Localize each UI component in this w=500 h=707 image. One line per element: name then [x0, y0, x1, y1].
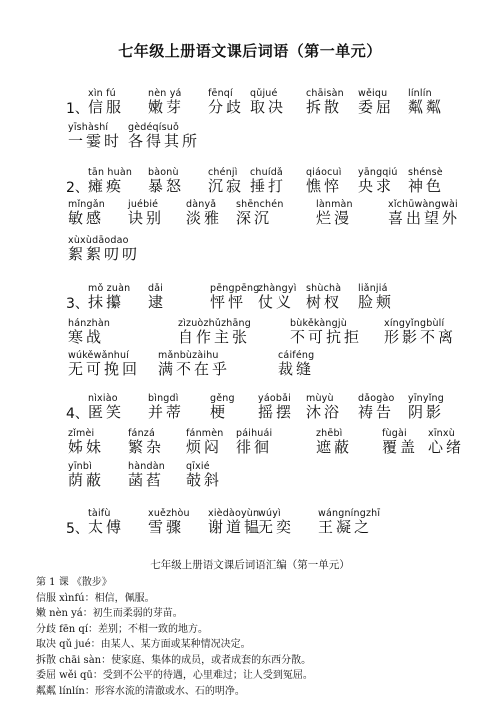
- hanzi: 取决: [250, 98, 287, 116]
- glossary-entry: 粼粼 línlín：形容水流的清澈或水、石的明净。: [36, 685, 245, 697]
- hanzi: 王凝之: [318, 518, 373, 536]
- pinyin: xìn fú: [88, 88, 116, 99]
- pinyin: xǐchūwàngwài: [388, 199, 458, 210]
- hanzi: 瘫痪: [88, 177, 125, 195]
- pinyin: hánzhàn: [68, 318, 111, 329]
- pinyin: fánzá: [128, 428, 155, 439]
- summary-title: 七年级上册语文课后词语汇编（第一单元）: [150, 559, 350, 571]
- hanzi: 树杈: [306, 293, 343, 311]
- hanzi: 梗: [210, 403, 229, 421]
- vocab-word: [68, 318, 110, 346]
- pinyin: wúyì: [258, 508, 281, 519]
- pinyin: juébié: [128, 199, 159, 210]
- hanzi: 粼粼: [408, 98, 445, 116]
- hanzi: 祷告: [358, 403, 395, 421]
- pinyin: lànmàn: [316, 199, 353, 210]
- vocab-word: [186, 461, 222, 489]
- glossary-entry: 嫩 nèn yá：初生而柔弱的芽苗。: [36, 608, 183, 619]
- hanzi: 太傅: [88, 518, 125, 536]
- pinyin: zìzuòzhǔzhāng: [178, 318, 251, 329]
- vocab-word: [148, 88, 184, 116]
- vocab-word: [306, 393, 342, 421]
- pinyin: yīnyǐng: [408, 393, 444, 404]
- pinyin: shénsè: [408, 167, 443, 178]
- vocab-word: [88, 393, 124, 421]
- pinyin: fùgài: [382, 428, 407, 439]
- pinyin: liǎnjiá: [358, 283, 388, 294]
- pinyin: pēngpēng: [210, 283, 260, 294]
- hanzi: 徘徊: [236, 438, 273, 456]
- hanzi: 各得其所: [128, 132, 201, 150]
- hanzi: 深沉: [236, 209, 273, 227]
- vocab-word: [148, 393, 184, 421]
- hanzi: 央求: [358, 177, 395, 195]
- pinyin: tàifù: [88, 508, 111, 519]
- vocab-word: [68, 122, 122, 150]
- pinyin: qīxié: [186, 461, 210, 472]
- section-number: 4、: [66, 406, 89, 422]
- pinyin: hàndàn: [128, 461, 165, 472]
- section-number: 1、: [66, 101, 89, 117]
- hanzi: 满不在乎: [158, 360, 231, 378]
- vocab-word: [208, 508, 262, 536]
- pinyin: qǔjué: [250, 88, 278, 99]
- hanzi: 脸颊: [358, 293, 395, 311]
- vocab-word: [428, 428, 464, 456]
- pinyin: xièdàoyùn: [208, 508, 260, 519]
- vocab-word: [210, 393, 235, 421]
- hanzi: 荫蔽: [68, 471, 105, 489]
- vocab-word: [306, 283, 342, 311]
- hanzi: 匿笑: [88, 403, 125, 421]
- glossary-entry: 拆散 chāi sàn：使家庭、集体的成员，或者成套的东西分散。: [36, 654, 312, 666]
- hanzi: 谢道韫: [208, 518, 263, 536]
- vocab-word: [128, 199, 164, 227]
- hanzi: 委屈: [358, 98, 395, 116]
- pinyin: shēnchén: [236, 199, 284, 210]
- pinyin: nèn yá: [148, 88, 182, 99]
- pinyin: mǎnbùzàihu: [158, 350, 219, 361]
- vocab-word: [68, 350, 140, 378]
- vocab-word: [148, 508, 190, 536]
- hanzi: 烂漫: [316, 209, 353, 227]
- hanzi: 寒战: [68, 328, 105, 346]
- hanzi: 形影不离: [384, 328, 457, 346]
- section-number: 2、: [66, 180, 89, 196]
- pinyin: dǎogào: [358, 393, 395, 404]
- pinyin: bùkěkàngjù: [290, 318, 347, 329]
- vocab-word: [318, 508, 380, 536]
- hanzi: 心绪: [428, 438, 465, 456]
- hanzi: 覆盖: [382, 438, 419, 456]
- vocab-word: [208, 167, 244, 195]
- hanzi: 暴怒: [148, 177, 185, 195]
- pinyin: bàonù: [148, 167, 179, 178]
- pinyin: zhēbì: [316, 428, 343, 439]
- vocab-word: [88, 88, 124, 116]
- vocab-word: [158, 350, 230, 378]
- hanzi: 怦怦: [210, 293, 247, 311]
- vocab-word: [186, 428, 224, 456]
- pinyin: páihuái: [236, 428, 273, 439]
- vocab-word: [128, 122, 200, 150]
- pinyin: shùchà: [306, 283, 342, 294]
- vocab-word: [68, 235, 140, 263]
- hanzi: 沐浴: [306, 403, 343, 421]
- vocab-word: [358, 88, 394, 116]
- vocab-word: [384, 318, 456, 346]
- pinyin: yīshàshí: [68, 122, 109, 133]
- vocab-word: [388, 199, 460, 227]
- pinyin: yāngqiú: [358, 167, 398, 178]
- pinyin: mǒ zuàn: [88, 283, 131, 294]
- hanzi: 憔悴: [306, 177, 343, 195]
- hanzi: 捶打: [250, 177, 287, 195]
- pinyin: dànyǎ: [186, 199, 217, 210]
- vocab-word: [236, 199, 284, 227]
- pinyin: xùxùdāodao: [68, 235, 129, 246]
- vocab-word: [88, 283, 130, 311]
- pinyin: zǐmèi: [68, 428, 95, 439]
- vocab-word: [358, 393, 395, 421]
- vocab-word: [88, 508, 124, 536]
- hanzi: 不可抗拒: [290, 328, 363, 346]
- hanzi: 摇摆: [258, 403, 295, 421]
- vocab-word: [250, 167, 286, 195]
- vocab-word: [128, 428, 164, 456]
- hanzi: 沉寂: [208, 177, 245, 195]
- pinyin: xīnxù: [428, 428, 455, 439]
- vocab-word: [210, 283, 259, 311]
- hanzi: 信服: [88, 98, 125, 116]
- pinyin: mǐngǎn: [68, 199, 105, 210]
- vocab-word: [148, 283, 166, 311]
- hanzi: 自作主张: [178, 328, 251, 346]
- vocab-word: [278, 350, 314, 378]
- hanzi: 阴影: [408, 403, 445, 421]
- pinyin: nìxiào: [88, 393, 118, 404]
- hanzi: 裁缝: [278, 360, 315, 378]
- hanzi: 姊妹: [68, 438, 105, 456]
- glossary-entry: 取决 qǔ jué：由某人、某方面或某种情况决定。: [36, 639, 251, 650]
- hanzi: 一霎时: [68, 132, 123, 150]
- hanzi: 繁杂: [128, 438, 165, 456]
- hanzi: 敏感: [68, 209, 105, 227]
- hanzi: 仗义: [258, 293, 295, 311]
- pinyin: fánmèn: [186, 428, 224, 439]
- hanzi: 拆散: [306, 98, 343, 116]
- hanzi: 攲斜: [186, 471, 223, 489]
- pinyin: yīnbì: [68, 461, 92, 472]
- pinyin: gèdéqísuǒ: [128, 122, 180, 133]
- vocab-word: [382, 428, 418, 456]
- vocab-word: [208, 88, 244, 116]
- hanzi: 烦闷: [186, 438, 223, 456]
- vocab-word: [408, 88, 444, 116]
- pinyin: xíngyǐngbùlí: [384, 318, 445, 329]
- pinyin: yáobǎi: [258, 393, 291, 404]
- vocab-word: [408, 167, 444, 195]
- pinyin: mùyù: [306, 393, 334, 404]
- hanzi: 抹攥: [88, 293, 125, 311]
- hanzi: 菡萏: [128, 471, 165, 489]
- vocab-word: [258, 283, 297, 311]
- vocab-word: [68, 199, 105, 227]
- glossary-entry: 信服 xìnfú：相信，佩服。: [36, 592, 155, 604]
- vocab-word: [408, 393, 444, 421]
- vocab-word: [290, 318, 362, 346]
- section-number: 5、: [66, 521, 89, 537]
- hanzi: 絮絮叨叨: [68, 245, 141, 263]
- pinyin: gěng: [210, 393, 235, 404]
- hanzi: 无奕: [258, 518, 295, 536]
- pinyin: bìngdì: [148, 393, 179, 404]
- pinyin: cáiféng: [278, 350, 315, 361]
- vocab-word: [88, 167, 132, 195]
- pinyin: línlín: [408, 88, 432, 99]
- hanzi: 淡雅: [186, 209, 223, 227]
- vocab-word: [358, 283, 394, 311]
- lesson-heading: 第 1 课 《散步》: [36, 577, 112, 588]
- hanzi: 嫩芽: [148, 98, 185, 116]
- hanzi: 分歧: [208, 98, 245, 116]
- hanzi: 雪骤: [148, 518, 185, 536]
- glossary-entry: 分歧 fēn qí：差别；不相一致的地方。: [36, 623, 209, 635]
- vocab-word: [258, 393, 294, 421]
- pinyin: wúkěwǎnhuí: [68, 350, 130, 361]
- vocab-word: [316, 428, 352, 456]
- glossary-entry: 委屈 wěi qū：受到不公平的待遇，心里难过；让人受到冤屈。: [36, 670, 313, 681]
- pinyin: qiáocuì: [306, 167, 342, 178]
- vocab-word: [236, 428, 272, 456]
- vocab-word: [68, 461, 104, 489]
- pinyin: xuězhòu: [148, 508, 190, 519]
- pinyin: fēnqí: [208, 88, 233, 99]
- hanzi: 遮蔽: [316, 438, 353, 456]
- section-number: 3、: [66, 296, 89, 312]
- vocab-word: [186, 199, 222, 227]
- pinyin: zhàngyì: [258, 283, 297, 294]
- pinyin: wángníngzhī: [318, 508, 381, 519]
- vocab-word: [178, 318, 251, 346]
- vocab-word: [258, 508, 294, 536]
- pinyin: wěiqu: [358, 88, 388, 99]
- vocab-word: [68, 428, 104, 456]
- hanzi: 并蒂: [148, 403, 185, 421]
- hanzi: 无可挽回: [68, 360, 141, 378]
- hanzi: 诀别: [128, 209, 165, 227]
- page-title: 七年级上册语文课后词语（第一单元）: [118, 42, 382, 60]
- vocab-word: [358, 167, 398, 195]
- hanzi: 神色: [408, 177, 445, 195]
- vocab-word: [306, 167, 342, 195]
- vocab-word: [148, 167, 184, 195]
- pinyin: chuídǎ: [250, 167, 283, 178]
- vocab-word: [250, 88, 286, 116]
- pinyin: dǎi: [148, 283, 164, 294]
- vocab-word: [306, 88, 344, 116]
- vocab-word: [128, 461, 165, 489]
- vocab-word: [316, 199, 353, 227]
- pinyin: chénjì: [208, 167, 238, 178]
- pinyin: tān huàn: [88, 167, 133, 178]
- pinyin: chāisàn: [306, 88, 344, 99]
- hanzi: 逮: [148, 293, 167, 311]
- hanzi: 喜出望外: [388, 209, 461, 227]
